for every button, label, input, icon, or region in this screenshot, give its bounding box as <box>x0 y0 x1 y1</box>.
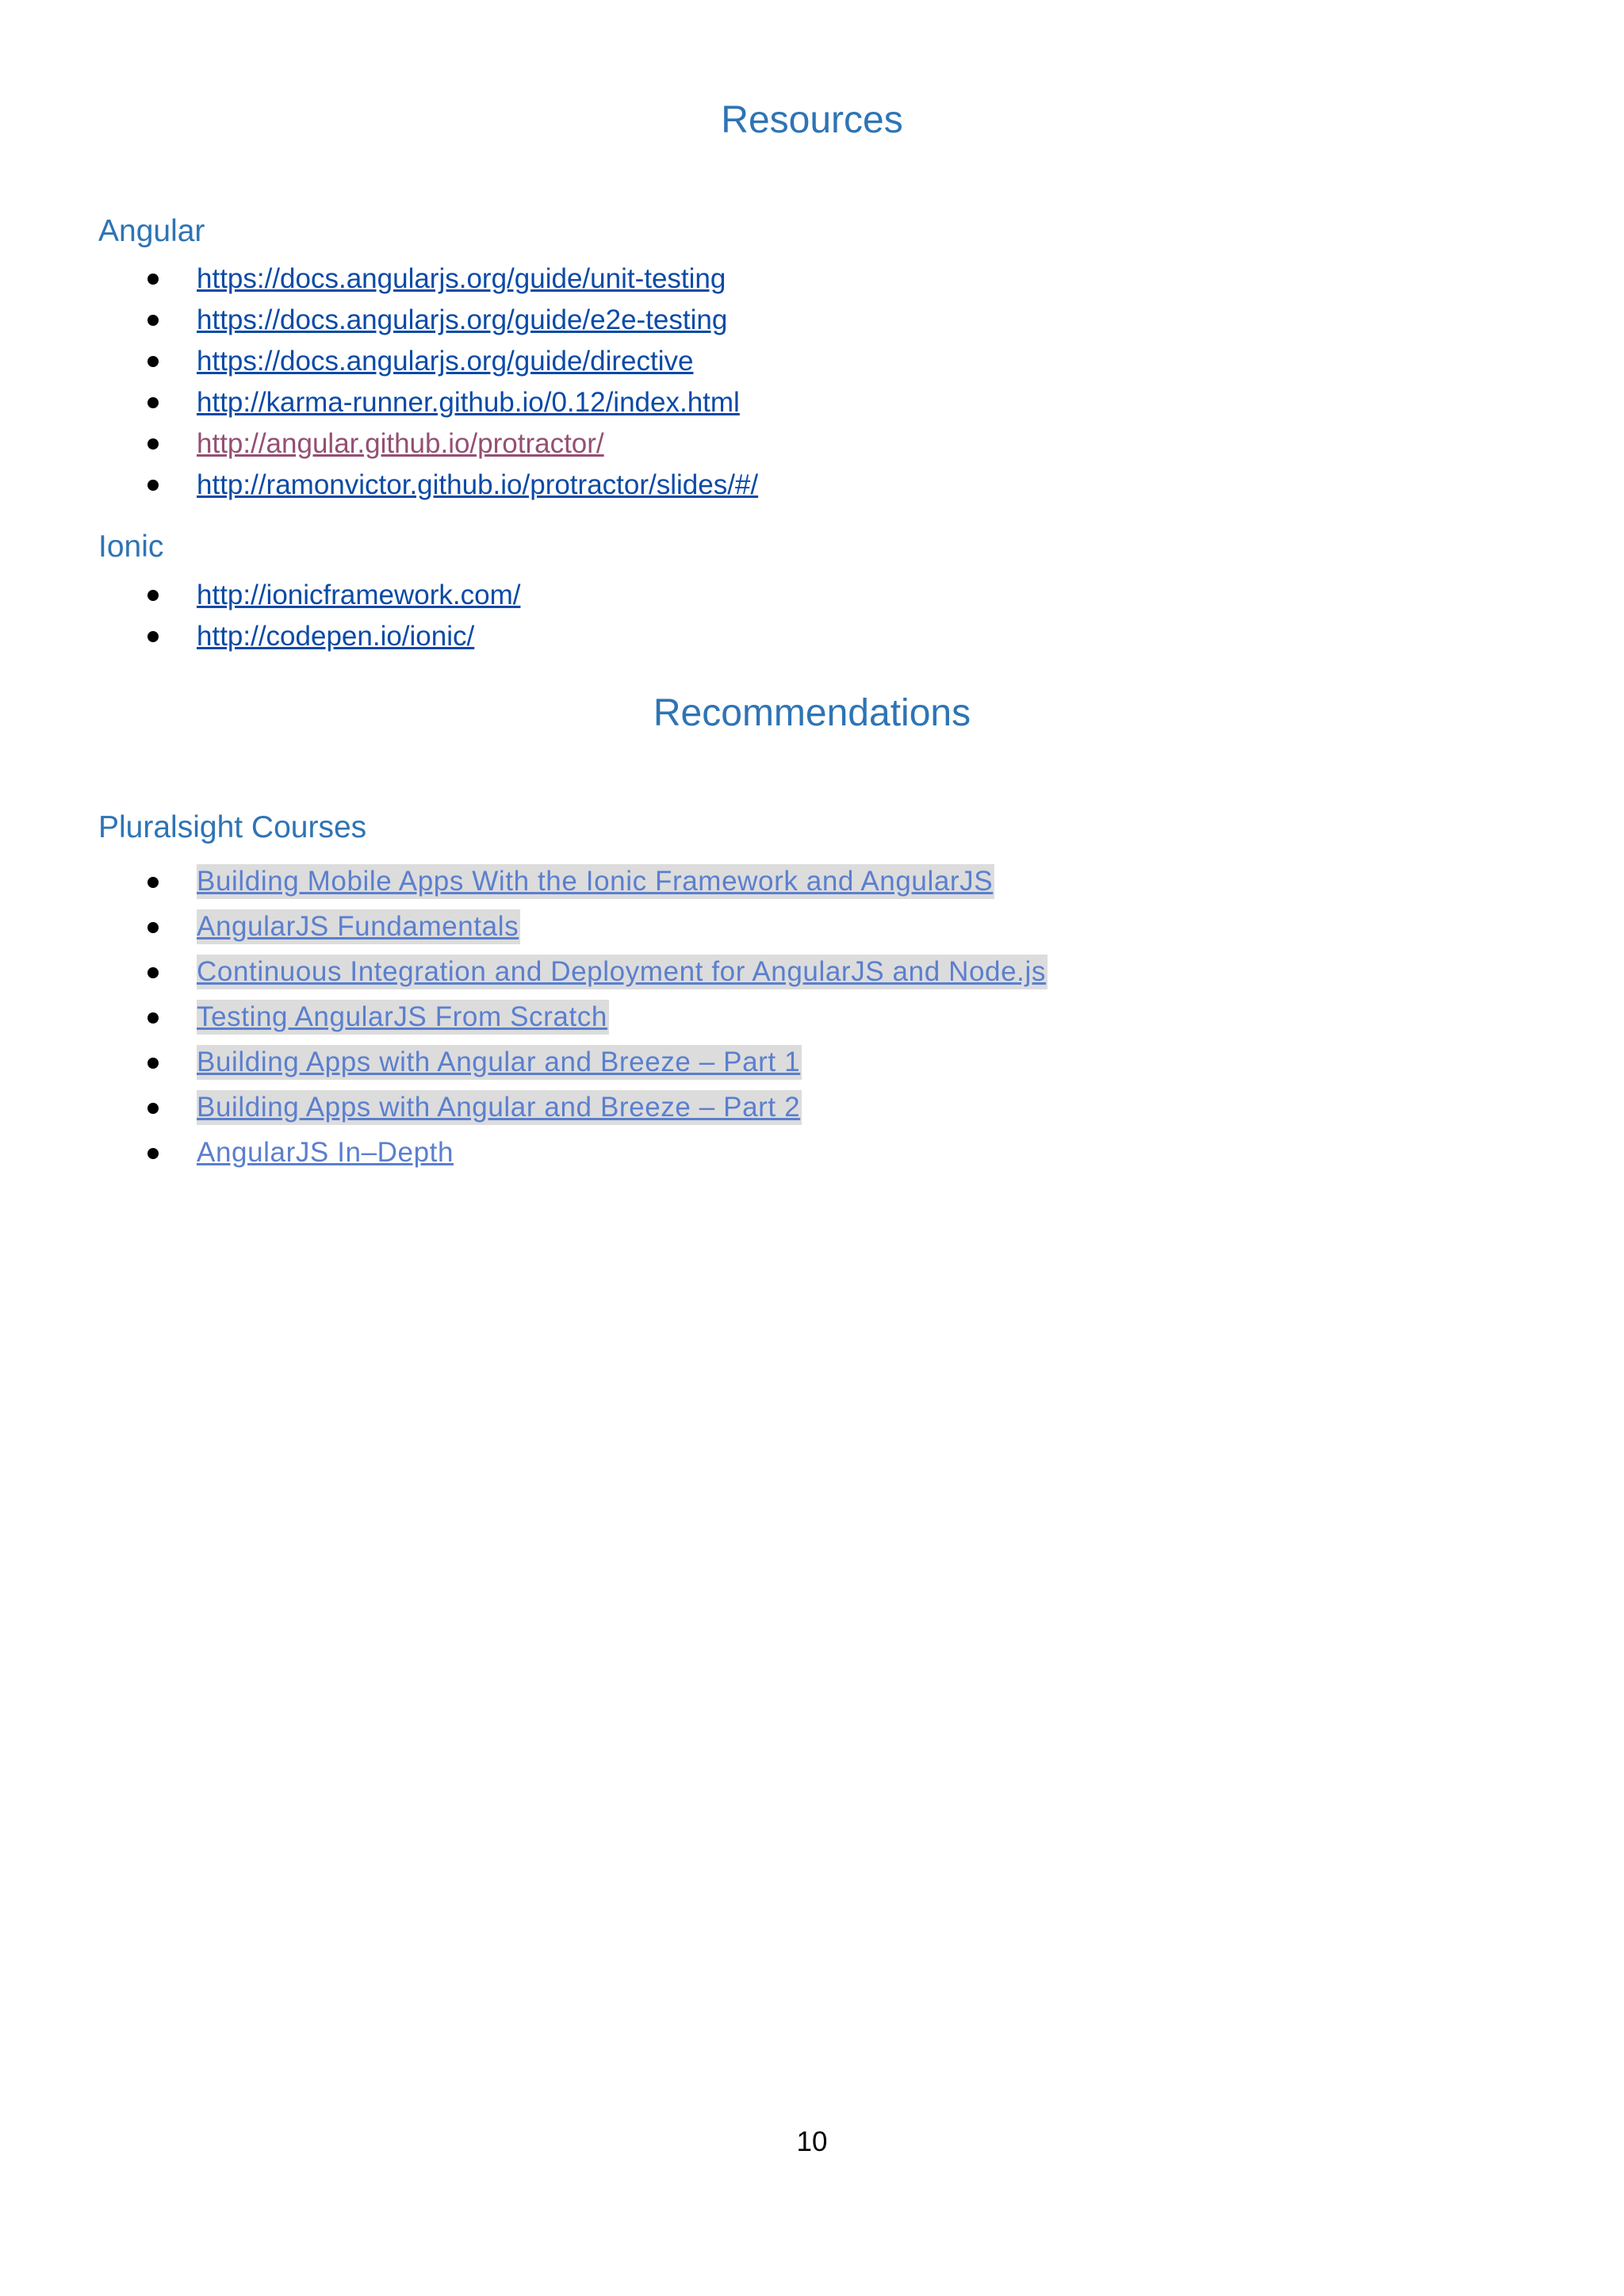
bullet-icon <box>147 1012 159 1024</box>
bullet-icon <box>147 967 159 978</box>
bullet-icon <box>147 590 159 601</box>
link-unit-testing[interactable]: https://docs.angularjs.org/guide/unit-testing <box>197 263 726 294</box>
course-link-angularjs-fundamentals[interactable]: AngularJS Fundamentals <box>197 909 520 944</box>
bullet-icon <box>147 631 159 642</box>
link-protractor[interactable]: http://angular.github.io/protractor/ <box>197 428 604 459</box>
course-link-breeze-part-2[interactable]: Building Apps with Angular and Breeze – Part 2 <box>197 1090 802 1125</box>
course-link-testing-angularjs[interactable]: Testing AngularJS From Scratch <box>197 1000 609 1035</box>
link-codepen-ionic[interactable]: http://codepen.io/ionic/ <box>197 621 475 652</box>
angular-heading: Angular <box>98 214 205 248</box>
bullet-icon <box>147 480 159 491</box>
link-directive[interactable]: https://docs.angularjs.org/guide/directive <box>197 346 694 377</box>
course-link-continuous-integration[interactable]: Continuous Integration and Deployment for AngularJS and Node.js <box>197 955 1048 989</box>
link-protractor-slides[interactable]: http://ramonvictor.github.io/protractor/slides/#/ <box>197 469 759 500</box>
link-e2e-testing[interactable]: https://docs.angularjs.org/guide/e2e-testing <box>197 304 728 335</box>
bullet-icon <box>147 1058 159 1069</box>
bullet-icon <box>147 397 159 408</box>
link-ionic-framework[interactable]: http://ionicframework.com/ <box>197 580 521 610</box>
bullet-icon <box>147 1148 159 1159</box>
pluralsight-heading: Pluralsight Courses <box>98 810 367 844</box>
link-karma-runner[interactable]: http://karma-runner.github.io/0.12/index.html <box>197 387 740 418</box>
ionic-heading: Ionic <box>98 530 164 564</box>
bullet-icon <box>147 922 159 933</box>
bullet-icon <box>147 877 159 888</box>
course-link-ionic-mobile-apps[interactable]: Building Mobile Apps With the Ionic Framework and AngularJS <box>197 864 994 899</box>
bullet-icon <box>147 438 159 450</box>
recommendations-title: Recommendations <box>653 692 971 734</box>
bullet-icon <box>147 315 159 326</box>
bullet-icon <box>147 274 159 285</box>
course-link-angularjs-in-depth[interactable]: AngularJS In–Depth <box>197 1137 454 1168</box>
bullet-icon <box>147 1103 159 1114</box>
page-number: 10 <box>796 2126 828 2157</box>
course-link-breeze-part-1[interactable]: Building Apps with Angular and Breeze – Part 1 <box>197 1045 802 1080</box>
bullet-icon <box>147 356 159 367</box>
resources-title: Resources <box>721 99 903 141</box>
